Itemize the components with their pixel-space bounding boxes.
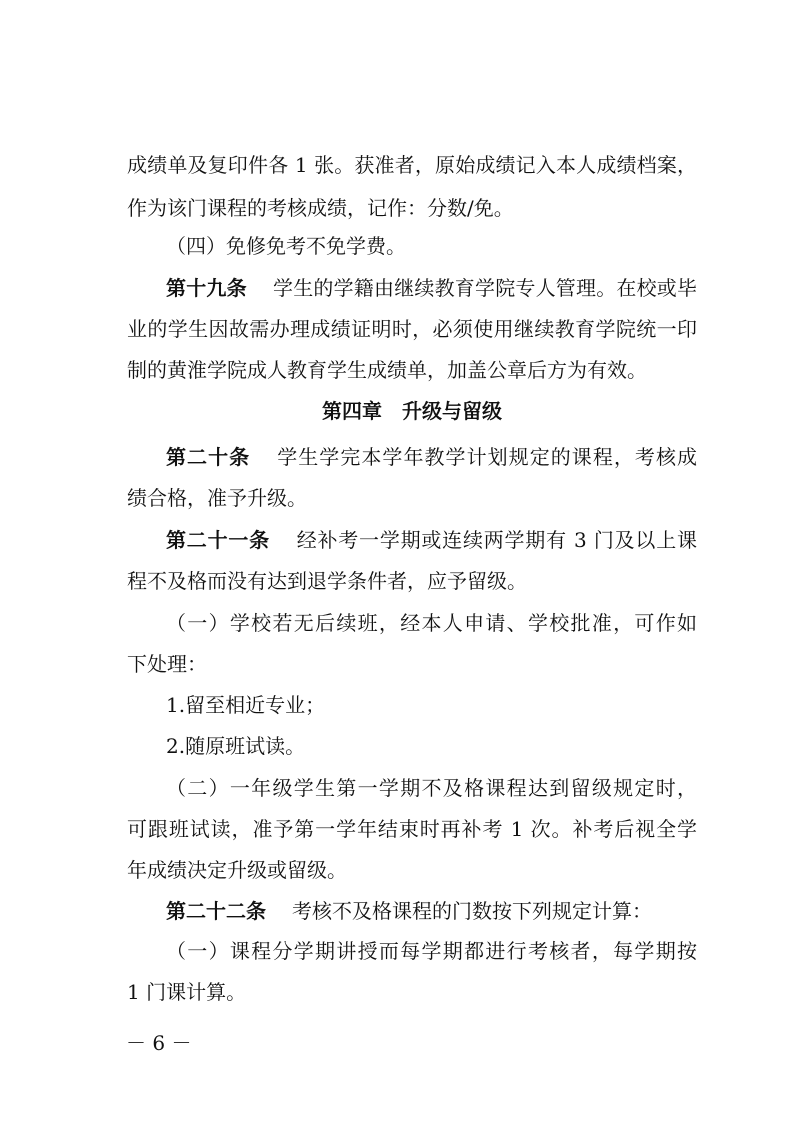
list-item: 2.随原班试读。: [166, 734, 306, 758]
paragraph-line: 绩合格，准予升级。: [127, 486, 307, 510]
paragraph-line: 可跟班试读，准予第一学年结束时再补考 1 次。补考后视全学: [127, 817, 697, 841]
article-19-title: 第十九条: [166, 276, 247, 300]
chapter-heading: 第四章 升级与留级: [322, 399, 502, 423]
article-20-title: 第二十条: [166, 445, 251, 469]
paragraph-line: 下处理：: [127, 652, 207, 676]
paragraph-line: 年成绩决定升级或留级。: [127, 858, 347, 882]
article-19-text: 学生的学籍由继续教育学院专人管理。在校或毕: [272, 276, 698, 300]
article-20-text: 学生学完本学年教学计划规定的课程，考核成: [276, 445, 698, 469]
list-item: 1.留至相近专业；: [166, 693, 326, 717]
paragraph-line: 程不及格而没有达到退学条件者，应予留级。: [127, 569, 527, 593]
paragraph-line: 制的黄淮学院成人教育学生成绩单，加盖公章后方为有效。: [127, 358, 647, 382]
paragraph-line: 业的学生因故需办理成绩证明时，必须使用继续教育学院统一印: [127, 317, 697, 341]
paragraph-line: （二）一年级学生第一学期不及格课程达到留级规定时，: [166, 776, 697, 800]
article-22-title: 第二十二条: [166, 899, 266, 923]
paragraph-line: 1 门课计算。: [127, 980, 247, 1004]
article-21-line: [166, 527, 697, 553]
paragraph-line: 作为该门课程的考核成绩，记作：分数/免。: [127, 196, 514, 220]
article-22-text: 考核不及格课程的门数按下列规定计算：: [292, 899, 652, 923]
article-19-line: [166, 275, 697, 301]
article-21-title: 第二十一条: [166, 528, 270, 552]
article-22-line: [166, 898, 697, 924]
paragraph-line: （四）免修免考不免学费。: [166, 234, 406, 258]
article-21-text: 经补考一学期或连续两学期有 3 门及以上课: [295, 528, 697, 552]
paragraph-line: （一）学校若无后续班，经本人申请、学校批准，可作如: [166, 611, 697, 635]
paragraph-line: （一）课程分学期讲授而每学期都进行考核者，每学期按: [166, 939, 697, 963]
article-20-line: [166, 444, 697, 470]
page-number: － 6 －: [126, 1031, 192, 1055]
paragraph-line: 成绩单及复印件各 1 张。获准者，原始成绩记入本人成绩档案，: [127, 153, 697, 177]
